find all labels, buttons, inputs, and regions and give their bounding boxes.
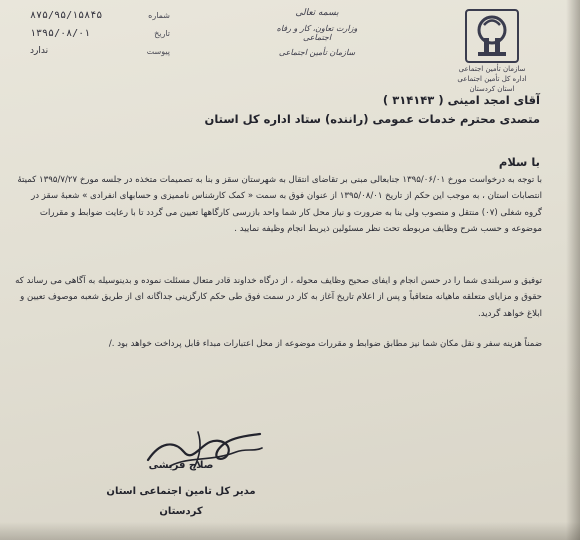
letter-number: ۸۷۵/۹۵/۱۵۸۴۵ <box>30 9 103 21</box>
body-paragraph-2: توفیق و سربلندی شما را در حسن انجام و ایفای صحیح وظایف محوله ، از درگاه خداوند قادر متعال مسئلت نموده و بدینوسیله به آگاهی می رساند که حقوق و مزایای متعلقه ماهیانه متعاقباً و پس از اعلام تاریخ آغاز به کار در سمت فوق طی حکم کارگزینی جداگانه ای از طریق شعبه موصوف تعیین و ابلاغ خواهد گردید. <box>15 276 542 319</box>
meta-number-row <box>30 6 170 24</box>
header-meta <box>30 6 170 60</box>
meta-attachment-row <box>30 42 170 60</box>
letter-number-label: شماره <box>148 10 170 20</box>
letter-date: ۱۳۹۵/۰۸/۰۱ <box>30 27 91 39</box>
page-edge-shadow <box>566 0 580 540</box>
page-bottom-shadow <box>0 522 580 540</box>
logo-caption <box>450 64 534 94</box>
logo-caption-line1: سازمان تأمین اجتماعی <box>458 65 526 73</box>
salutation: با سلام <box>498 155 540 169</box>
social-security-logo-icon <box>464 8 520 64</box>
logo-caption-line2: اداره کل تأمین اجتماعی استان کردستان <box>457 75 527 93</box>
organization-name: سازمان تأمین اجتماعی <box>278 48 356 57</box>
signatory-name: صلاح قریشی <box>148 460 214 471</box>
signatory-title: مدیر کل تامین اجتماعی استان <box>106 486 256 497</box>
body-paragraph-1: با توجه به درخواست مورخ ۱۳۹۵/۰۶/۰۱ جنابعالی مبنی بر تقاضای انتقال به شهرستان سقز و بنا به تصمیمات متخذه در جلسه مورخ ۱۳۹۵/۷/۲۷ کمیتهٔ انتصابات استان ، به موجب این حکم از تاریخ ۱۳۹۵/۰۸/۰۱ از عنوان فوق به سمت « کمک کارشناس ناممیزی و حسابهای انفرادی » شعبهٔ سقز در گروه شغلی (۰۷) منتقل و منصوب ولی بنا به ضرورت و نیاز محل کار شما واحد بازرسی کارگاهها تعیین می گردد تا با رعایت ضوابط و مقررات موضوعه و حسب شرح وظایف مربوطه تحت نظر مسئولین ذیربط انجام وظیفه نمایید . <box>17 175 542 235</box>
body-paragraph-3: ضمناً هزینه سفر و نقل مکان شما نیز مطابق ضوابط و مقررات موضوعه از محل اعتبارات مبداء قابل پرداخت خواهد بود ./ <box>108 339 542 349</box>
ministry-name: وزارت تعاون، کار و رفاه اجتماعی <box>276 24 358 42</box>
addressee-position: متصدی محترم خدمات عمومی (راننده) ستاد اداره کل استان <box>204 112 540 126</box>
meta-date-row <box>30 24 170 42</box>
bismillah-text: بسمه تعالی <box>295 8 339 18</box>
letter-attachment: ندارد <box>30 46 49 56</box>
addressee-name: آقای امجد امینی ( ۳۱۴۱۴۳ ) <box>382 93 540 107</box>
letter-attachment-label: پیوست <box>146 46 170 56</box>
signatory-province: کردستان <box>159 506 203 517</box>
letter-date-label: تاریخ <box>154 28 170 38</box>
ministry-heading <box>262 8 372 57</box>
handwritten-signature-icon <box>140 422 270 482</box>
